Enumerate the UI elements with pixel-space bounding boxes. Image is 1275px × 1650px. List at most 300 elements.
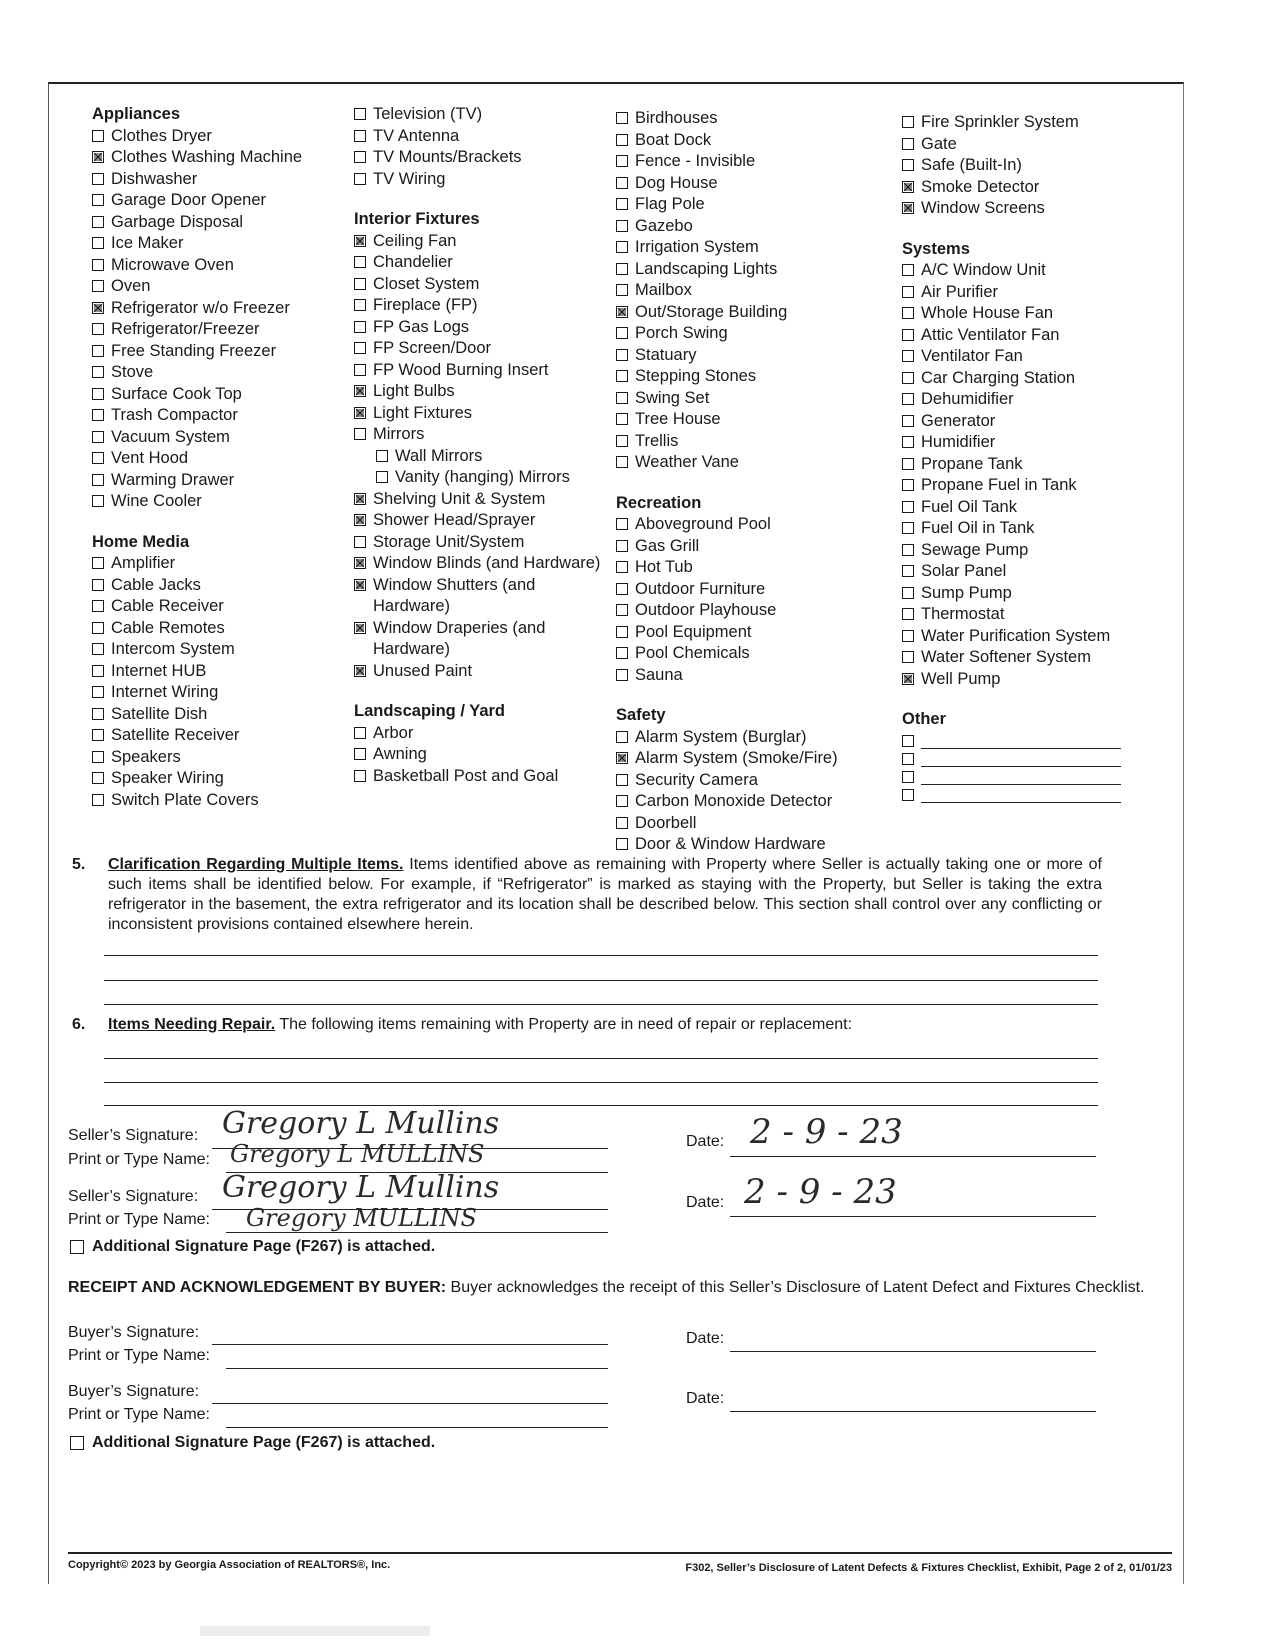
- seller1-signature: Gregory L Mullins: [222, 1106, 500, 1141]
- checked-checkbox[interactable]: [354, 235, 366, 247]
- checkbox[interactable]: [902, 116, 914, 128]
- checklist-item[interactable]: [902, 303, 1162, 325]
- checklist-item[interactable]: [92, 362, 347, 384]
- checklist-item[interactable]: [92, 427, 347, 449]
- checkbox[interactable]: [902, 771, 914, 783]
- checklist-item-label: FP Gas Logs: [373, 317, 469, 336]
- checked-checkbox[interactable]: [616, 752, 628, 764]
- checklist-item-label: Light Bulbs: [373, 382, 455, 400]
- checklist-item-label: Switch Plate Covers: [111, 790, 259, 809]
- checklist-item[interactable]: [92, 448, 347, 470]
- buyer1-date-line[interactable]: [730, 1351, 1096, 1352]
- other-item-line[interactable]: [921, 749, 1121, 767]
- checklist-item[interactable]: [616, 834, 891, 856]
- checklist-item[interactable]: [616, 151, 891, 173]
- checklist-item[interactable]: [92, 190, 347, 212]
- checked-checkbox[interactable]: [354, 407, 366, 419]
- checkbox[interactable]: [616, 540, 628, 552]
- checklist-item[interactable]: [616, 579, 891, 601]
- checklist-item[interactable]: [616, 665, 891, 687]
- checkbox[interactable]: [354, 364, 366, 376]
- checkbox[interactable]: [354, 108, 366, 120]
- checklist-item[interactable]: [902, 432, 1162, 454]
- checklist-item[interactable]: [902, 260, 1162, 282]
- checkbox[interactable]: [902, 458, 914, 470]
- checkbox[interactable]: [902, 565, 914, 577]
- checklist-item-label: Humidifier: [921, 433, 996, 451]
- checklist-item[interactable]: [616, 366, 891, 388]
- checkbox[interactable]: [92, 366, 104, 378]
- checklist-item-label: Television (TV): [373, 105, 483, 123]
- checkbox[interactable]: [902, 436, 914, 448]
- section-6: [72, 1015, 1102, 1039]
- checkbox[interactable]: [92, 579, 104, 591]
- checklist-item[interactable]: [616, 643, 891, 665]
- section-5-line[interactable]: [104, 980, 1098, 981]
- buyer1-name-line[interactable]: [226, 1368, 608, 1369]
- checklist-item[interactable]: [616, 557, 891, 579]
- seller1-date-line[interactable]: [730, 1156, 1096, 1157]
- section-heading: Systems: [902, 239, 970, 258]
- additional-signature-checkbox[interactable]: [70, 1240, 84, 1254]
- checklist-item-label: Internet Wiring: [111, 683, 219, 701]
- checklist-item[interactable]: [354, 403, 609, 425]
- checklist-item[interactable]: [616, 216, 891, 238]
- checkbox[interactable]: [616, 220, 628, 232]
- checklist-item[interactable]: [354, 766, 609, 788]
- checklist-item-label: Out/Storage Building: [635, 302, 788, 321]
- checkbox[interactable]: [902, 138, 914, 150]
- checkbox[interactable]: [616, 817, 628, 829]
- checklist-item[interactable]: [354, 510, 609, 532]
- checkbox[interactable]: [902, 630, 914, 642]
- checkbox[interactable]: [616, 435, 628, 447]
- section-5-line[interactable]: [104, 1004, 1098, 1005]
- checkbox[interactable]: [616, 838, 628, 850]
- section-6-line[interactable]: [104, 1082, 1098, 1083]
- checkbox[interactable]: [616, 583, 628, 595]
- checkbox[interactable]: [902, 415, 914, 427]
- checklist-item[interactable]: [354, 446, 609, 468]
- checklist-item[interactable]: [902, 749, 1162, 767]
- checkbox[interactable]: [616, 561, 628, 573]
- checkbox[interactable]: [616, 669, 628, 681]
- checklist-item[interactable]: [354, 467, 609, 489]
- checkbox[interactable]: [616, 647, 628, 659]
- checklist-item[interactable]: [92, 725, 347, 747]
- checklist-item[interactable]: [92, 596, 347, 618]
- buyer2-date-label: Date:: [686, 1390, 725, 1407]
- checklist-item[interactable]: [616, 622, 891, 644]
- checkbox[interactable]: [92, 708, 104, 720]
- checklist-item-label: Chandelier: [373, 253, 453, 271]
- checklist-item[interactable]: [616, 409, 891, 431]
- checklist-item[interactable]: [616, 108, 891, 130]
- seller-additional-signature[interactable]: [70, 1238, 435, 1256]
- checklist-item[interactable]: [92, 747, 347, 769]
- checklist-item-label: Carbon Monoxide Detector: [635, 792, 833, 810]
- checklist-item[interactable]: [616, 536, 891, 558]
- checklist-item[interactable]: [902, 647, 1162, 669]
- checkbox[interactable]: [616, 795, 628, 807]
- checked-checkbox[interactable]: [354, 514, 366, 526]
- checklist-item[interactable]: [616, 323, 891, 345]
- checklist-item[interactable]: [354, 104, 609, 126]
- checklist-item-label: Outdoor Playhouse: [635, 601, 777, 619]
- checkbox[interactable]: [902, 608, 914, 620]
- checklist-item[interactable]: [616, 600, 891, 622]
- checklist-item[interactable]: [92, 553, 347, 575]
- checkbox[interactable]: [92, 259, 104, 271]
- checklist-item[interactable]: [616, 259, 891, 281]
- checkbox[interactable]: [92, 622, 104, 634]
- checklist-item[interactable]: [92, 661, 347, 683]
- checkbox[interactable]: [902, 159, 914, 171]
- buyer1-signature-line[interactable]: [212, 1344, 608, 1345]
- checkbox[interactable]: [354, 299, 366, 311]
- checklist-item[interactable]: [354, 126, 609, 148]
- checkbox[interactable]: [92, 495, 104, 507]
- checklist-item[interactable]: [902, 282, 1162, 304]
- checklist-item-label: Wall Mirrors: [395, 446, 483, 465]
- checklist-item[interactable]: [354, 147, 609, 169]
- checkbox[interactable]: [616, 155, 628, 167]
- checkbox[interactable]: [92, 557, 104, 569]
- checklist-item[interactable]: [354, 360, 609, 382]
- checkbox[interactable]: [92, 388, 104, 400]
- checklist-item[interactable]: [354, 575, 609, 618]
- checkbox[interactable]: [354, 342, 366, 354]
- checkbox[interactable]: [354, 536, 366, 548]
- checklist-item[interactable]: [616, 770, 891, 792]
- checklist-item[interactable]: [902, 669, 1162, 691]
- checkbox[interactable]: [616, 731, 628, 743]
- checkbox[interactable]: [354, 151, 366, 163]
- checklist-item[interactable]: [616, 280, 891, 302]
- buyer-additional-signature[interactable]: [70, 1434, 435, 1452]
- checkbox[interactable]: [354, 748, 366, 760]
- checkbox[interactable]: [616, 263, 628, 275]
- checkbox[interactable]: [354, 256, 366, 268]
- checklist-item[interactable]: [902, 177, 1162, 199]
- checkbox[interactable]: [92, 751, 104, 763]
- section-5-line[interactable]: [104, 955, 1098, 956]
- checklist-item-label: Propane Fuel in Tank: [921, 476, 1077, 494]
- section-6-heading: Items Needing Repair.: [108, 1016, 276, 1033]
- checklist-item-label: Gate: [921, 134, 957, 153]
- other-item-line[interactable]: [921, 767, 1121, 785]
- checklist-item[interactable]: [92, 704, 347, 726]
- checklist-item[interactable]: [92, 384, 347, 406]
- column-2: [354, 104, 609, 787]
- checklist-item[interactable]: [92, 233, 347, 255]
- seller2-name-line[interactable]: [226, 1232, 608, 1233]
- checklist-item[interactable]: [92, 255, 347, 277]
- checklist-item-label: Aboveground Pool: [635, 515, 771, 533]
- checklist-item[interactable]: [902, 518, 1162, 540]
- checklist-item[interactable]: [92, 405, 347, 427]
- checklist-item-label: Fuel Oil Tank: [921, 497, 1017, 516]
- checkbox[interactable]: [902, 753, 914, 765]
- checklist-item[interactable]: [354, 274, 609, 296]
- checked-checkbox[interactable]: [354, 385, 366, 397]
- checkbox[interactable]: [354, 173, 366, 185]
- checkbox[interactable]: [92, 643, 104, 655]
- checklist-item[interactable]: [902, 540, 1162, 562]
- checklist-item[interactable]: [902, 454, 1162, 476]
- checked-checkbox[interactable]: [354, 622, 366, 634]
- checklist-item-label: Pool Chemicals: [635, 644, 750, 662]
- checkbox[interactable]: [616, 370, 628, 382]
- checkbox[interactable]: [92, 452, 104, 464]
- checkbox[interactable]: [902, 735, 914, 747]
- checklist-item-label: Storage Unit/System: [373, 532, 525, 551]
- checklist-item[interactable]: [354, 338, 609, 360]
- checklist-item[interactable]: [616, 727, 891, 749]
- checklist-item[interactable]: [92, 276, 347, 298]
- checked-checkbox[interactable]: [902, 181, 914, 193]
- checklist-item[interactable]: [92, 319, 347, 341]
- checklist-item[interactable]: [616, 431, 891, 453]
- buyer2-name-line[interactable]: [226, 1427, 608, 1428]
- checklist-item-label: Cable Remotes: [111, 618, 225, 637]
- checklist-item[interactable]: [902, 497, 1162, 519]
- checkbox[interactable]: [902, 789, 914, 801]
- checkbox[interactable]: [616, 349, 628, 361]
- checklist-item[interactable]: [616, 302, 891, 324]
- checkbox[interactable]: [92, 173, 104, 185]
- buyer2-date-line[interactable]: [730, 1411, 1096, 1412]
- checklist-item[interactable]: [354, 744, 609, 766]
- checklist-item-label: Mirrors: [373, 425, 425, 443]
- checkbox[interactable]: [616, 604, 628, 616]
- checklist-item[interactable]: [354, 381, 609, 403]
- checkbox[interactable]: [92, 216, 104, 228]
- checklist-item[interactable]: [92, 575, 347, 597]
- checklist-item[interactable]: [616, 514, 891, 536]
- checklist-item[interactable]: [92, 618, 347, 640]
- checkbox[interactable]: [92, 323, 104, 335]
- checklist-item[interactable]: [354, 618, 609, 661]
- checklist-item[interactable]: [354, 231, 609, 253]
- checklist-item-label: Door & Window Hardware: [635, 835, 826, 853]
- checkbox[interactable]: [92, 194, 104, 206]
- checkbox[interactable]: [92, 130, 104, 142]
- other-item-line[interactable]: [921, 785, 1121, 803]
- checkbox[interactable]: [92, 794, 104, 806]
- checklist-item[interactable]: [902, 134, 1162, 156]
- checklist-item-label: Smoke Detector: [921, 177, 1040, 196]
- checkbox[interactable]: [616, 134, 628, 146]
- checkbox[interactable]: [92, 665, 104, 677]
- checkbox[interactable]: [902, 286, 914, 298]
- checkbox[interactable]: [354, 278, 366, 290]
- checkbox[interactable]: [902, 307, 914, 319]
- checkbox[interactable]: [616, 392, 628, 404]
- checklist-item-label: Irrigation System: [635, 238, 759, 256]
- checkbox[interactable]: [616, 456, 628, 468]
- checklist-item[interactable]: [92, 341, 347, 363]
- checkbox[interactable]: [616, 518, 628, 530]
- checkbox[interactable]: [902, 479, 914, 491]
- checklist-item-label: Speaker Wiring: [111, 769, 224, 787]
- checklist-item[interactable]: [902, 368, 1162, 390]
- checkbox[interactable]: [92, 409, 104, 421]
- checkbox[interactable]: [616, 112, 628, 124]
- buyer1-signature-label: Buyer’s Signature:: [68, 1324, 200, 1341]
- checklist-item[interactable]: [902, 112, 1162, 134]
- checklist-item[interactable]: [92, 169, 347, 191]
- checkbox[interactable]: [616, 327, 628, 339]
- checklist-item[interactable]: [92, 682, 347, 704]
- buyer2-signature-line[interactable]: [212, 1403, 608, 1404]
- checklist-item[interactable]: [92, 212, 347, 234]
- checkbox[interactable]: [92, 474, 104, 486]
- checklist-item[interactable]: [902, 583, 1162, 605]
- checklist-item[interactable]: [92, 768, 347, 790]
- checkbox[interactable]: [616, 241, 628, 253]
- checkbox[interactable]: [92, 772, 104, 784]
- checklist-item[interactable]: [616, 452, 891, 474]
- checked-checkbox[interactable]: [616, 306, 628, 318]
- checklist-item[interactable]: [354, 489, 609, 511]
- buyer2-signature-label: Buyer’s Signature:: [68, 1383, 200, 1400]
- checkbox[interactable]: [616, 198, 628, 210]
- checklist-item[interactable]: [902, 626, 1162, 648]
- seller2-date-line[interactable]: [730, 1216, 1096, 1217]
- checklist-item[interactable]: [616, 194, 891, 216]
- checkbox[interactable]: [616, 284, 628, 296]
- checklist-item[interactable]: [92, 790, 347, 812]
- form-info: F302, Seller’s Disclosure of Latent Defects & Fixtures Checklist, Exhibit, Page 2 of 2, 01/01/23: [685, 1562, 1172, 1574]
- checkbox[interactable]: [616, 413, 628, 425]
- checked-checkbox[interactable]: [902, 673, 914, 685]
- checklist-item[interactable]: [902, 475, 1162, 497]
- checklist-item[interactable]: [902, 731, 1162, 749]
- checklist-item[interactable]: [92, 126, 347, 148]
- checkbox[interactable]: [92, 729, 104, 741]
- checkbox[interactable]: [902, 651, 914, 663]
- checklist-item-label: Hot Tub: [635, 558, 693, 576]
- checkbox[interactable]: [616, 626, 628, 638]
- checklist-item[interactable]: [92, 639, 347, 661]
- checklist-item[interactable]: [902, 155, 1162, 177]
- checklist-item[interactable]: [92, 298, 347, 320]
- checklist-item-label: Dog House: [635, 173, 718, 192]
- checklist-item[interactable]: [616, 345, 891, 367]
- checklist-item-label: Oven: [111, 277, 151, 295]
- checked-checkbox[interactable]: [354, 579, 366, 591]
- checklist-item[interactable]: [902, 198, 1162, 220]
- checkbox[interactable]: [92, 600, 104, 612]
- checklist-item[interactable]: [354, 661, 609, 683]
- checklist-item[interactable]: [902, 561, 1162, 583]
- checkbox[interactable]: [902, 393, 914, 405]
- checklist-item-label: Clothes Washing Machine: [111, 148, 303, 166]
- checkbox[interactable]: [616, 177, 628, 189]
- checklist-item[interactable]: [902, 604, 1162, 626]
- checklist-item[interactable]: [354, 532, 609, 554]
- checkbox[interactable]: [354, 727, 366, 739]
- checklist-item[interactable]: [92, 470, 347, 492]
- section-6-text: The following items remaining with Property are in need of repair or replacement:: [279, 1016, 853, 1033]
- other-item-line[interactable]: [921, 731, 1121, 749]
- checkbox[interactable]: [616, 774, 628, 786]
- checklist-item[interactable]: [616, 173, 891, 195]
- checklist-item[interactable]: [616, 813, 891, 835]
- checked-checkbox[interactable]: [902, 202, 914, 214]
- checkbox[interactable]: [376, 450, 388, 462]
- checklist-item[interactable]: [902, 411, 1162, 433]
- checked-checkbox[interactable]: [92, 302, 104, 314]
- checklist-item-label: Ice Maker: [111, 234, 184, 252]
- checkbox[interactable]: [92, 686, 104, 698]
- checklist-item[interactable]: [354, 723, 609, 745]
- checkbox[interactable]: [902, 329, 914, 341]
- checkbox[interactable]: [92, 237, 104, 249]
- column-4: [902, 112, 1162, 803]
- additional-signature-checkbox[interactable]: [70, 1436, 84, 1450]
- checklist-item[interactable]: [92, 491, 347, 513]
- checklist-item[interactable]: [902, 767, 1162, 785]
- checklist-item[interactable]: [616, 748, 891, 770]
- checkbox[interactable]: [92, 345, 104, 357]
- section-spacer: [902, 690, 1162, 709]
- checklist-item[interactable]: [354, 295, 609, 317]
- checkbox[interactable]: [902, 522, 914, 534]
- seller2-date: 2 - 9 - 23: [744, 1172, 897, 1212]
- section-6-line[interactable]: [104, 1058, 1098, 1059]
- checkbox[interactable]: [902, 350, 914, 362]
- checklist-item[interactable]: [616, 388, 891, 410]
- checkbox[interactable]: [92, 431, 104, 443]
- checklist-item[interactable]: [354, 553, 609, 575]
- checkbox[interactable]: [902, 501, 914, 513]
- checklist-item[interactable]: [902, 389, 1162, 411]
- checklist-item[interactable]: [902, 325, 1162, 347]
- checklist-item[interactable]: [902, 785, 1162, 803]
- checkbox[interactable]: [354, 428, 366, 440]
- checklist-item[interactable]: [616, 130, 891, 152]
- checklist-item[interactable]: [902, 346, 1162, 368]
- checkbox[interactable]: [902, 544, 914, 556]
- checked-checkbox[interactable]: [354, 493, 366, 505]
- checklist-item-label: Doorbell: [635, 813, 697, 832]
- checkbox[interactable]: [902, 264, 914, 276]
- seller2-print-name: Gregory MULLINS: [246, 1204, 477, 1232]
- checklist-item[interactable]: [354, 169, 609, 191]
- checkbox[interactable]: [902, 372, 914, 384]
- checkbox[interactable]: [902, 587, 914, 599]
- checklist-item[interactable]: [354, 252, 609, 274]
- checkbox[interactable]: [354, 321, 366, 333]
- checklist-item[interactable]: [616, 237, 891, 259]
- checkbox[interactable]: [376, 471, 388, 483]
- checklist-item[interactable]: [354, 317, 609, 339]
- checkbox[interactable]: [354, 130, 366, 142]
- seller1-signature-label: Seller’s Signature:: [68, 1127, 199, 1144]
- checklist-item[interactable]: [92, 147, 347, 169]
- checklist-item[interactable]: [616, 791, 891, 813]
- checked-checkbox[interactable]: [354, 557, 366, 569]
- checklist-item-label: Unused Paint: [373, 661, 473, 680]
- checked-checkbox[interactable]: [92, 151, 104, 163]
- checked-checkbox[interactable]: [354, 665, 366, 677]
- checklist-item-label: Garage Door Opener: [111, 191, 267, 209]
- checkbox[interactable]: [354, 770, 366, 782]
- checklist-item[interactable]: [354, 424, 609, 446]
- checkbox[interactable]: [92, 280, 104, 292]
